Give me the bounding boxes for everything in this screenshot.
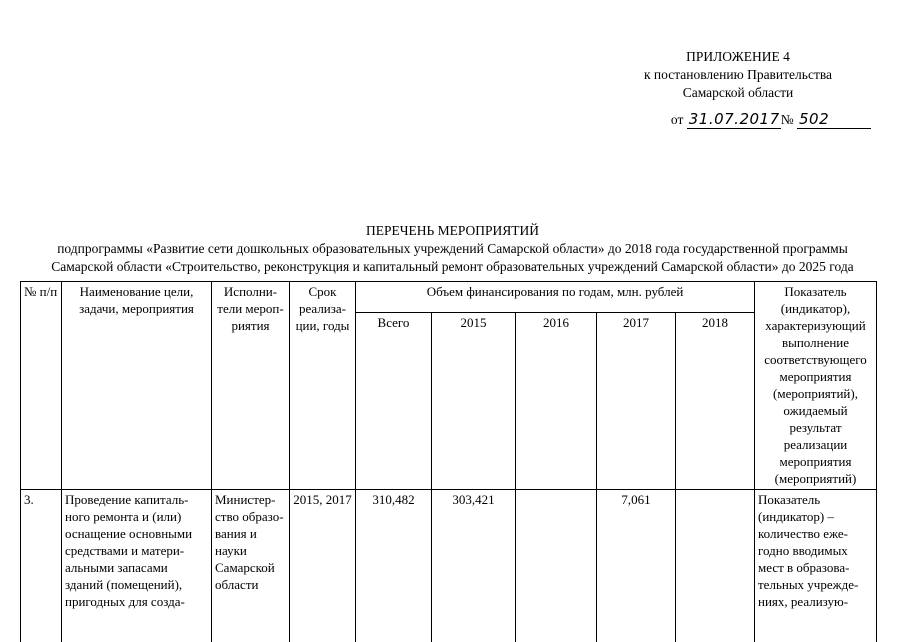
row-2016 bbox=[516, 490, 597, 642]
header-funding: Объем финансирования по годам, млн. рублей bbox=[356, 282, 755, 313]
row-num: 3. bbox=[21, 490, 62, 642]
number-label: № bbox=[781, 112, 794, 127]
appendix-reference: к постановлению Правительства bbox=[608, 66, 868, 84]
appendix-block bbox=[608, 48, 868, 102]
events-table bbox=[20, 281, 877, 642]
header-2015: 2015 bbox=[432, 313, 516, 490]
heading-subprogram: подпрограммы «Развитие сети дошкольных образовательных учреждений Самарской области» до 2018 года государственной программы bbox=[0, 240, 905, 258]
row-total: 310,482 bbox=[356, 490, 432, 642]
header-2016: 2016 bbox=[516, 313, 597, 490]
header-indicator: Показатель (индикатор), характеризующий выполнение соответствующего мероприятия (мероприятий), ожидаемый результат реализации мероприятия (мероприятий) bbox=[755, 282, 877, 490]
heading-title: ПЕРЕЧЕНЬ МЕРОПРИЯТИЙ bbox=[0, 222, 905, 240]
handwritten-number: 502 bbox=[797, 110, 871, 129]
header-total: Всего bbox=[356, 313, 432, 490]
header-executors: Исполни-тели мероп-риятия bbox=[212, 282, 290, 490]
appendix-region: Самарской области bbox=[608, 84, 868, 102]
row-2015: 303,421 bbox=[432, 490, 516, 642]
row-2018 bbox=[676, 490, 755, 642]
row-indicator: Показатель (индикатор) – количество еже-годно вводимых мест в образова-тельных учрежде-ниях, реализую- bbox=[755, 490, 877, 642]
from-label: от bbox=[671, 112, 683, 127]
header-num: № п/п bbox=[21, 282, 62, 490]
document-heading bbox=[0, 222, 905, 276]
order-date-number bbox=[671, 110, 871, 129]
table-row bbox=[21, 490, 877, 642]
heading-program: Самарской области «Строительство, реконструкция и капитальный ремонт образовательных учреждений Самарской области» до 2025 года bbox=[0, 258, 905, 276]
header-row-1 bbox=[21, 282, 877, 313]
row-executors: Министер-ство образо-вания и науки Самарской области bbox=[212, 490, 290, 642]
appendix-title: ПРИЛОЖЕНИЕ 4 bbox=[608, 48, 868, 66]
header-name: Наименование цели, задачи, мероприятия bbox=[62, 282, 212, 490]
row-name: Проведение капиталь-ного ремонта и (или) оснащение основными средствами и матери-альными запасами зданий (помещений), пригодных для созда- bbox=[62, 490, 212, 642]
header-term: Срок реализа-ции, годы bbox=[290, 282, 356, 490]
header-2018: 2018 bbox=[676, 313, 755, 490]
handwritten-date: 31.07.2017 bbox=[687, 110, 781, 129]
row-term: 2015, 2017 bbox=[290, 490, 356, 642]
header-2017: 2017 bbox=[597, 313, 676, 490]
row-2017: 7,061 bbox=[597, 490, 676, 642]
